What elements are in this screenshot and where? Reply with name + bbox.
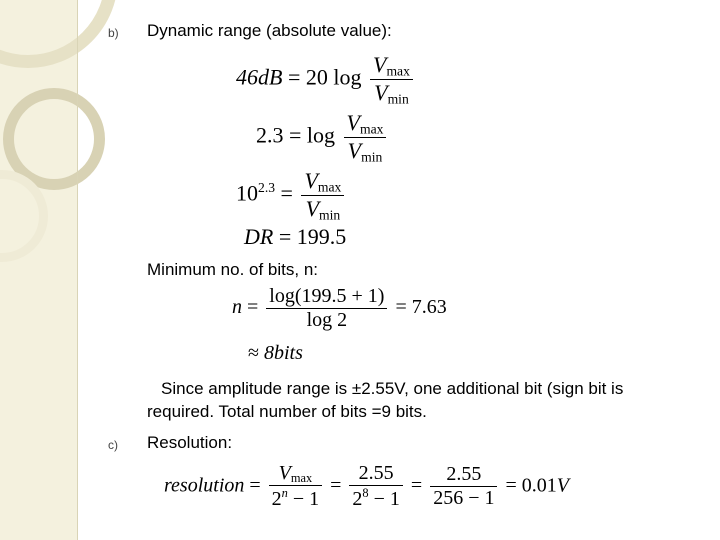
eq7-equals-2: = bbox=[330, 474, 342, 497]
eq1-log: log bbox=[333, 64, 362, 90]
eq7-f3-num: 2.55 bbox=[446, 463, 482, 486]
bullet-b: b) bbox=[108, 26, 119, 40]
eq7-fraction-1 bbox=[269, 462, 322, 511]
eq3-base: 10 bbox=[236, 180, 258, 206]
eq5-equals: = bbox=[247, 296, 259, 319]
eq1-equals: = bbox=[287, 64, 301, 90]
eq1-coefficient: 20 bbox=[305, 64, 328, 90]
eq7-fraction-2 bbox=[349, 462, 402, 511]
eq3-num-sub: max bbox=[317, 179, 342, 195]
eq7-f1-den-rest: − 1 bbox=[287, 488, 320, 511]
eq1-den-sub: min bbox=[387, 91, 409, 107]
eq7-f1-den-exp: n bbox=[281, 486, 288, 501]
eq4-rhs: = 199.5 bbox=[278, 224, 347, 249]
eq7-f1-num-var: V bbox=[278, 462, 291, 484]
eq5-denominator: log 2 bbox=[266, 308, 387, 332]
eq4-lhs: DR bbox=[244, 224, 274, 249]
bits-heading: Minimum no. of bits, n: bbox=[147, 260, 319, 279]
bullet-c: c) bbox=[108, 438, 118, 452]
eq7-unit: V bbox=[556, 474, 569, 497]
equation-resolution bbox=[164, 462, 569, 511]
eq2-fraction bbox=[344, 110, 387, 165]
equation-power-ratio bbox=[236, 168, 347, 223]
eq1-num-sub: max bbox=[386, 63, 410, 79]
side-divider bbox=[77, 0, 78, 540]
eq7-f1-den-base: 2 bbox=[271, 488, 282, 511]
section-c-heading: Resolution: bbox=[147, 433, 233, 452]
eq7-f1-num-sub: max bbox=[290, 471, 313, 486]
equation-bits-approx bbox=[248, 342, 303, 365]
equation-number-of-bits bbox=[232, 285, 447, 332]
eq7-fraction-3 bbox=[430, 463, 497, 510]
eq6-value: 8bits bbox=[263, 342, 303, 364]
eq7-f2-num: 2.55 bbox=[358, 462, 394, 485]
eq1-lhs: 46dB bbox=[236, 64, 283, 90]
eq3-den-sub: min bbox=[319, 207, 341, 223]
eq7-f2-den-rest: − 1 bbox=[368, 488, 400, 511]
eq7-lhs: resolution bbox=[164, 474, 245, 497]
eq1-den-var: V bbox=[374, 80, 388, 106]
eq2-den-sub: min bbox=[361, 149, 383, 165]
equation-log-ratio bbox=[256, 110, 389, 165]
eq6-approx: ≈ bbox=[248, 342, 259, 364]
eq5-lhs: n bbox=[232, 296, 242, 319]
eq7-result: = 0.01 bbox=[505, 474, 557, 497]
eq1-num-var: V bbox=[373, 52, 387, 77]
eq2-den-var: V bbox=[347, 138, 362, 164]
eq5-fraction bbox=[266, 285, 387, 332]
eq3-exponent: 2.3 bbox=[258, 179, 276, 195]
eq7-f3-den: 256 − 1 bbox=[430, 486, 497, 510]
eq5-result: = 7.63 bbox=[395, 296, 447, 319]
eq2-num-var: V bbox=[346, 110, 360, 135]
eq2-equals: = bbox=[289, 122, 302, 148]
eq2-num-sub: max bbox=[360, 121, 384, 137]
eq3-equals: = bbox=[280, 180, 293, 206]
equation-dynamic-range-db bbox=[236, 52, 416, 107]
eq1-fraction bbox=[370, 52, 413, 107]
side-decoration-panel bbox=[0, 0, 78, 540]
eq7-equals-3: = bbox=[410, 474, 423, 497]
eq7-equals-1: = bbox=[249, 474, 261, 497]
sign-bit-note: Since amplitude range is ±2.55V, one additional bit (sign bit is required. Total number of bits =9 bits. bbox=[147, 379, 624, 421]
eq2-lhs: 2.3 bbox=[256, 122, 284, 148]
equation-dr-value bbox=[244, 224, 346, 250]
eq3-den-var: V bbox=[305, 196, 320, 222]
eq7-f2-den-exp: 8 bbox=[362, 486, 369, 501]
section-b-heading: Dynamic range (absolute value): bbox=[147, 21, 392, 40]
eq3-fraction bbox=[301, 168, 344, 223]
eq3-num-var: V bbox=[304, 168, 318, 193]
eq2-log: log bbox=[306, 122, 336, 148]
eq5-numerator: log(199.5 + 1) bbox=[269, 285, 385, 307]
decorative-ring bbox=[0, 0, 118, 68]
eq7-f2-den-base: 2 bbox=[352, 488, 363, 511]
